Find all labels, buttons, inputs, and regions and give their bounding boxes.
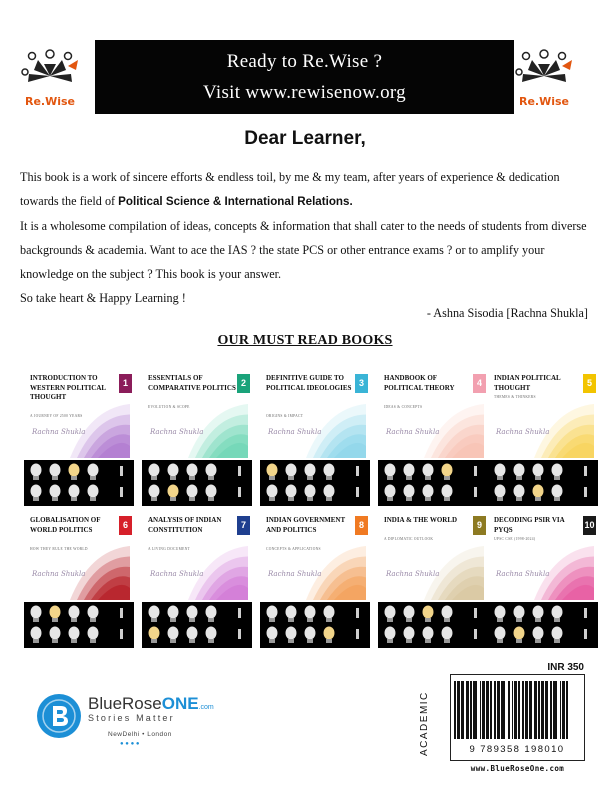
book-cover-1[interactable] — [24, 368, 134, 506]
isbn-number: 9 789358 198010 — [469, 744, 565, 755]
book-author-signature: Rachna Shukla — [150, 570, 204, 578]
book-cover-8[interactable] — [260, 510, 370, 648]
book-number-badge: 4 — [473, 374, 486, 393]
bluerose-b-icon — [36, 693, 82, 739]
letter-paragraph-2: It is a wholesome compilation of ideas, concepts & information that shall cater to the needs of students from diverse backgrounds & academia. Want to ace the IAS ? the state PCS or other entrance exams ? or to amplify your knowledge on the subject ? This book is your answer. — [20, 219, 587, 281]
book-author-signature: Rachna Shukla — [386, 570, 440, 578]
letter-body — [20, 165, 595, 310]
book-cover-10[interactable] — [488, 510, 598, 648]
publisher-website[interactable]: www.BlueRoseOne.com — [470, 764, 565, 773]
book-title: ESSENTIALS OF COMPARATIVE POLITICS — [148, 374, 236, 392]
letter-paragraph-1-text: This book is a work of sincere efforts & endless toil, by me & my team, after years of experience & dedication towards the field of — [20, 170, 560, 208]
book-number-badge: 1 — [119, 374, 132, 393]
letter-paragraph-1 — [20, 165, 595, 214]
section-title: OUR MUST READ BOOKS — [217, 333, 393, 348]
banner-line-1: Ready to Re.Wise ? — [226, 51, 383, 72]
book-subtitle: A LIVING DOCUMENT — [148, 546, 191, 551]
book-cover-3[interactable] — [260, 368, 370, 506]
logo-text: Re.Wise — [24, 95, 76, 108]
publisher-tagline: Stories Matter — [88, 713, 175, 723]
publisher-com: .com — [198, 704, 214, 711]
book-number-badge: 7 — [237, 516, 250, 535]
book-title: INDIAN GOVERNMENT AND POLITICS — [266, 516, 346, 534]
book-cover-7[interactable] — [142, 510, 252, 648]
publisher-cities: NewDelhi • London — [108, 731, 172, 738]
publisher-name — [88, 694, 214, 714]
book-title: DEFINITIVE GUIDE TO POLITICAL IDEOLOGIES — [266, 374, 352, 392]
letter-paragraph-3: So take heart & Happy Learning ! — [20, 291, 186, 305]
book-subtitle: HOW THEY RULE THE WORLD — [30, 546, 88, 551]
publisher-name-a: BlueRose — [88, 694, 162, 713]
banner-line-2: Visit www.rewisenow.org — [203, 82, 406, 103]
book-author-signature: Rachna Shukla — [32, 570, 86, 578]
lightbulb-strip-icon — [142, 460, 252, 506]
social-icons[interactable]: ● ● ● ● — [120, 741, 140, 747]
book-author-signature: Rachna Shukla — [268, 570, 322, 578]
logo-text: Re.Wise — [518, 95, 570, 108]
book-cover-2[interactable] — [142, 368, 252, 506]
book-number-badge: 5 — [583, 374, 596, 393]
bluerose-logo — [36, 693, 82, 744]
book-cover-6[interactable] — [24, 510, 134, 648]
book-cover-5[interactable] — [488, 368, 598, 506]
book-title: INDIA & THE WORLD — [384, 516, 458, 524]
greeting: Dear Learner, — [244, 128, 366, 149]
book-subtitle: A DIPLOMATIC OUTLOOK — [384, 537, 434, 541]
book-author-signature: Rachna Shukla — [150, 428, 204, 436]
book-subtitle: ORIGINS & IMPACT — [266, 414, 304, 418]
book-number-badge: 10 — [583, 516, 596, 535]
lightbulb-strip-icon — [378, 602, 488, 648]
book-title: DECODING PSIR VIA PYQS — [494, 516, 565, 534]
lightbulb-strip-icon — [24, 460, 134, 506]
book-cover-9[interactable] — [378, 510, 488, 648]
category-label: ACADEMIC — [419, 691, 430, 756]
rewise-banner[interactable] — [95, 40, 514, 114]
book-author-signature: Rachna Shukla — [32, 428, 86, 436]
subject-highlight: Political Science & International Relations. — [118, 195, 353, 208]
book-author-signature: Rachna Shukla — [386, 428, 440, 436]
lightbulb-strip-icon — [260, 460, 370, 506]
book-number-badge: 2 — [237, 374, 250, 393]
lightbulb-strip-icon — [142, 602, 252, 648]
book-number-badge: 9 — [473, 516, 486, 535]
book-number-badge: 6 — [119, 516, 132, 535]
book-author-signature: Rachna Shukla — [496, 428, 550, 436]
book-subtitle: CONCEPTS & APPLICATIONS — [266, 546, 321, 551]
lightbulb-strip-icon — [24, 602, 134, 648]
book-title: HANDBOOK OF POLITICAL THEORY — [384, 374, 455, 392]
book-subtitle: A JOURNEY OF 2500 YEARS — [30, 414, 83, 418]
barcode-icon — [454, 681, 581, 739]
pen-nib-logo-icon — [514, 42, 574, 94]
author-signature: - Ashna Sisodia [Rachna Shukla] — [426, 306, 588, 320]
book-cover-4[interactable] — [378, 368, 488, 506]
book-subtitle: IDEAS & CONCEPTS — [384, 404, 423, 409]
book-number-badge: 3 — [355, 374, 368, 393]
book-title: INDIAN POLITICAL THOUGHT — [494, 374, 561, 392]
publisher-name-b: ONE — [161, 694, 199, 713]
price-label: INR 350 — [547, 662, 584, 673]
book-subtitle: EVOLUTION & SCOPE — [148, 404, 190, 409]
lightbulb-strip-icon — [488, 602, 598, 648]
rewise-logo-right — [510, 42, 578, 108]
pen-nib-logo-icon — [20, 42, 80, 94]
lightbulb-strip-icon — [488, 460, 598, 506]
lightbulb-strip-icon — [260, 602, 370, 648]
book-author-signature: Rachna Shukla — [496, 570, 550, 578]
book-subtitle: THEMES & THINKERS — [494, 395, 536, 399]
book-title: ANALYSIS OF INDIAN CONSTITUTION — [148, 516, 222, 534]
book-title: INTRODUCTION TO WESTERN POLITICAL THOUGHT — [30, 374, 106, 401]
book-subtitle: UPSC CSE (1998-2024) — [494, 537, 536, 541]
book-title: GLOBALISATION OF WORLD POLITICS — [30, 516, 101, 534]
book-author-signature: Rachna Shukla — [268, 428, 322, 436]
lightbulb-strip-icon — [378, 460, 488, 506]
book-number-badge: 8 — [355, 516, 368, 535]
rewise-logo-left — [16, 42, 84, 108]
